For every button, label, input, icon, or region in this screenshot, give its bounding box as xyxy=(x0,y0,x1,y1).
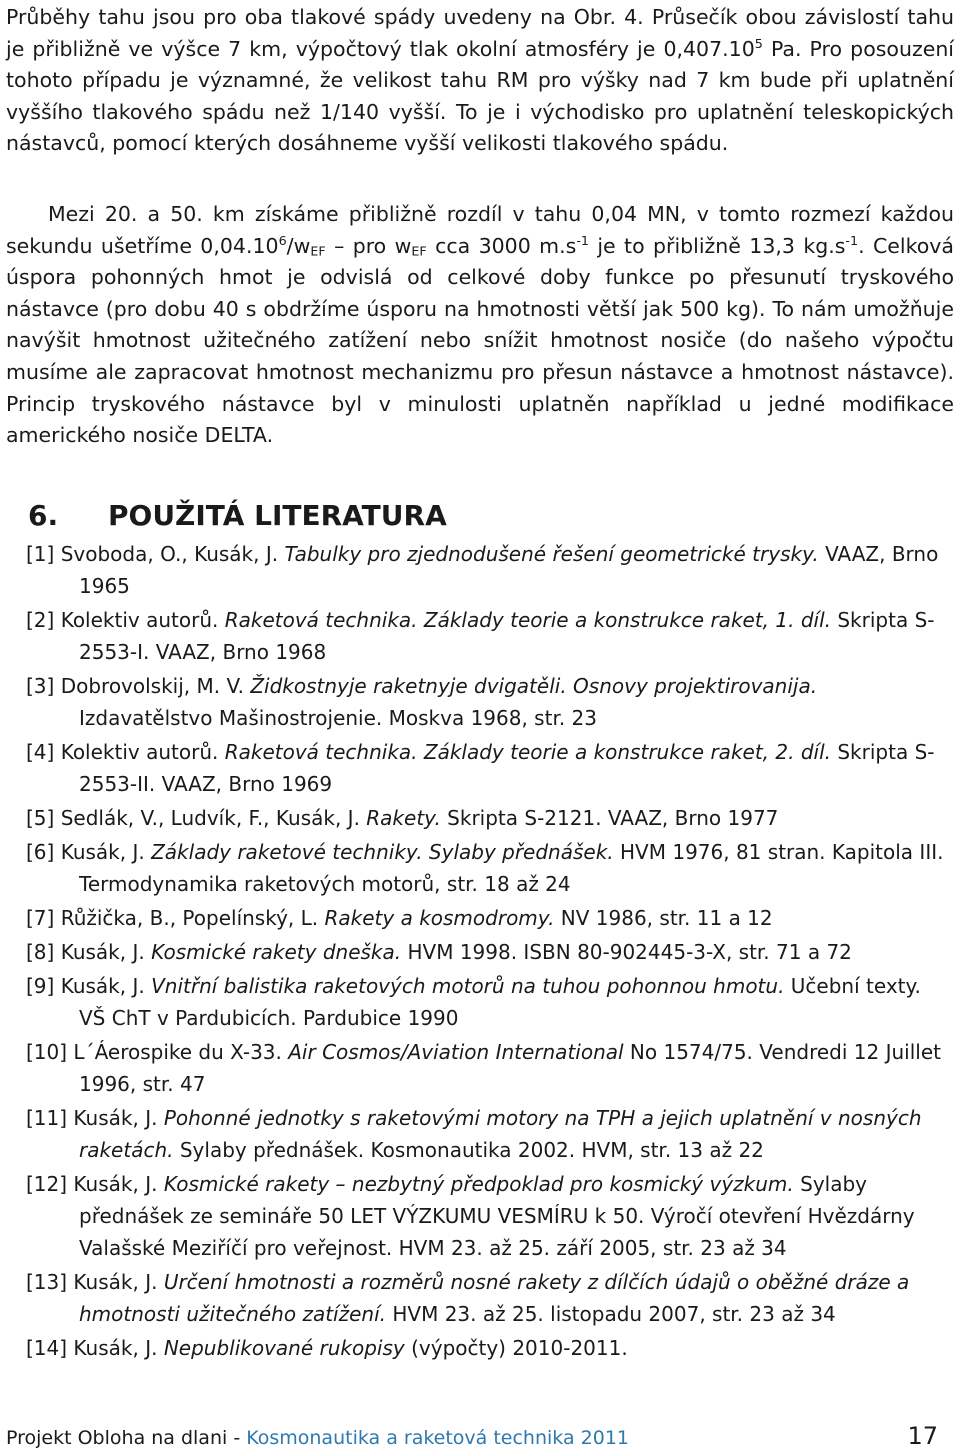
paragraph-text: . Celková úspora pohonných hmot je odvislá od celkové doby funkce po přesunutí tryskového nástavce (pro dobu 40 s obdržíme úsporu na hmotnosti větší jak 500 kg). To nám umožňuje navýšit hmotnost užitečného zatížení nebo snížit hmotnost nosiče (do našeho výpočtu musíme ale zapracovat hmotnost mechanizmu pro přesun nástavce a hmotnost nástavce). Princip tryskového nástavce byl v minulosti uplatněn například u jedné modifikace amerického nosiče DELTA. xyxy=(6,233,954,448)
reference-details: Skripta S-2121. VAAZ, Brno 1977 xyxy=(440,806,779,830)
reference-item xyxy=(26,604,944,668)
reference-authors: Sedlák, V., Ludvík, F., Kusák, J. xyxy=(60,806,367,830)
reference-details: Skripta S-2553-II. VAAZ, Brno 1969 xyxy=(79,740,935,796)
reference-title: Židkostnyje raketnyje dvigatěli. Osnovy projektirovanija. xyxy=(250,674,818,698)
footer-project: Projekt Obloha na dlani - xyxy=(6,1427,247,1449)
reference-item xyxy=(26,670,944,734)
reference-details: HVM 23. až 25. listopadu 2007, str. 23 až 34 xyxy=(386,1302,836,1326)
reference-item xyxy=(26,970,944,1034)
reference-authors: Kusák, J. xyxy=(60,974,152,998)
reference-item xyxy=(26,1036,944,1100)
subscript: EF xyxy=(411,243,427,259)
reference-number: [12] xyxy=(26,1172,68,1196)
reference-number: [3] xyxy=(26,674,55,698)
reference-title: Určení hmotnosti a rozměrů nosné rakety z dílčích údajů o oběžné dráze a hmotnosti užitečného zatížení. xyxy=(79,1270,910,1326)
reference-item xyxy=(26,1332,944,1364)
reference-number: [9] xyxy=(26,974,55,998)
reference-title: Raketová technika. Základy teorie a konstrukce raket, 2. díl. xyxy=(224,740,831,764)
reference-authors: Kusák, J. xyxy=(73,1270,164,1294)
page-footer xyxy=(6,1420,938,1456)
reference-details: VAAZ, Brno 1965 xyxy=(79,542,939,598)
reference-item xyxy=(26,1102,944,1166)
reference-item xyxy=(26,902,944,934)
reference-number: [4] xyxy=(26,740,55,764)
reference-details: HVM 1998. ISBN 80-902445-3-X, str. 71 a 72 xyxy=(401,940,852,964)
page-number: 17 xyxy=(907,1422,938,1450)
reference-title: Vnitřní balistika raketových motorů na tuhou pohonnou hmotu. xyxy=(151,974,785,998)
reference-authors: L´Áerospike du X-33. xyxy=(73,1040,289,1064)
superscript: -1 xyxy=(845,232,859,248)
reference-title: Rakety. xyxy=(366,806,441,830)
paragraph-text: – pro w xyxy=(325,233,412,258)
reference-title: Pohonné jednotky s raketovými motory na TPH a jejich uplatnění v nosných raketách. xyxy=(79,1106,922,1162)
reference-item xyxy=(26,538,944,602)
section-number: 6. xyxy=(28,499,59,532)
reference-number: [7] xyxy=(26,906,55,930)
reference-number: [8] xyxy=(26,940,55,964)
reference-item xyxy=(26,736,944,800)
paragraph-text: Mezi 20. a 50. km získáme přibližně rozdíl v tahu 0,04 MN, v tomto rozmezí každou sekundu ušetříme 0,04.10 xyxy=(6,202,954,258)
reference-authors: Kusák, J. xyxy=(60,840,152,864)
footer-series: Kosmonautika a raketová technika 2011 xyxy=(246,1427,630,1449)
reference-authors: Kolektiv autorů. xyxy=(60,740,225,764)
reference-authors: Kusák, J. xyxy=(73,1106,164,1130)
superscript: 5 xyxy=(754,35,763,51)
reference-title: Základy raketové techniky. Sylaby přednášek. xyxy=(151,840,614,864)
paragraph-text: Průběhy tahu jsou pro oba tlakové spády uvedeny na Obr. 4. Průsečík obou závislostí tahu je přibližně ve výšce 7 km, výpočtový tlak okolní atmosféry je 0,407.10 xyxy=(6,5,954,61)
paragraph-text: /w xyxy=(286,233,311,258)
subscript: EF xyxy=(310,243,326,259)
reference-number: [13] xyxy=(26,1270,68,1294)
reference-number: [14] xyxy=(26,1336,68,1360)
reference-title: Nepublikované rukopisy xyxy=(163,1336,405,1360)
reference-title: Kosmické rakety – nezbytný předpoklad pro kosmický výzkum. xyxy=(163,1172,794,1196)
section-title: POUŽITÁ LITERATURA xyxy=(108,499,447,532)
reference-number: [10] xyxy=(26,1040,68,1064)
section-heading xyxy=(28,496,447,536)
reference-item xyxy=(26,1168,944,1264)
reference-title: Kosmické rakety dneška. xyxy=(151,940,402,964)
reference-details: (výpočty) 2010-2011. xyxy=(404,1336,628,1360)
reference-details: NV 1986, str. 11 a 12 xyxy=(554,906,773,930)
reference-item xyxy=(26,936,944,968)
paragraph-text: je to přibližně 13,3 kg.s xyxy=(588,233,846,258)
reference-number: [1] xyxy=(26,542,55,566)
reference-number: [2] xyxy=(26,608,55,632)
reference-authors: Kolektiv autorů. xyxy=(60,608,225,632)
reference-title: Rakety a kosmodromy. xyxy=(324,906,555,930)
reference-authors: Růžička, B., Popelínský, L. xyxy=(60,906,325,930)
reference-number: [6] xyxy=(26,840,55,864)
reference-authors: Kusák, J. xyxy=(73,1172,164,1196)
reference-authors: Kusák, J. xyxy=(73,1336,164,1360)
reference-title: Air Cosmos/Aviation International xyxy=(288,1040,624,1064)
reference-authors: Kusák, J. xyxy=(60,940,152,964)
reference-title: Tabulky pro zjednodušené řešení geometrické trysky. xyxy=(284,542,819,566)
reference-details: Učební texty. VŠ ChT v Pardubicích. Pardubice 1990 xyxy=(79,974,921,1030)
reference-details: Izdavatělstvo Mašinostrojenie. Moskva 1968, str. 23 xyxy=(79,706,597,730)
reference-list xyxy=(26,538,944,1366)
paragraph-text: cca 3000 m.s xyxy=(426,233,577,258)
reference-authors: Svoboda, O., Kusák, J. xyxy=(60,542,285,566)
reference-details: Skripta S-2553-I. VAAZ, Brno 1968 xyxy=(79,608,935,664)
body-paragraph-2 xyxy=(6,199,954,452)
reference-details: HVM 1976, 81 stran. Kapitola III. Termodynamika raketových motorů, str. 18 až 24 xyxy=(79,840,944,896)
reference-item xyxy=(26,836,944,900)
reference-number: [11] xyxy=(26,1106,68,1130)
reference-number: [5] xyxy=(26,806,55,830)
reference-authors: Dobrovolskij, M. V. xyxy=(60,674,251,698)
reference-title: Raketová technika. Základy teorie a konstrukce raket, 1. díl. xyxy=(224,608,831,632)
reference-details: Sylaby přednášek. Kosmonautika 2002. HVM, str. 13 až 22 xyxy=(173,1138,764,1162)
superscript: 6 xyxy=(278,232,287,248)
superscript: -1 xyxy=(576,232,589,248)
reference-details: No 1574/75. Vendredi 12 Juillet 1996, str. 47 xyxy=(79,1040,941,1096)
reference-item xyxy=(26,802,944,834)
paragraph-text: Pa. Pro posouzení tohoto případu je významné, že velikost tahu RM pro výšky nad 7 km bude při uplatnění vyššího tlakového spádu než 1/140 vyšší. To je i východisko pro uplatnění teleskopických nástavců, pomocí kterých dosáhneme vyšší velikosti tlakového spádu. xyxy=(6,36,955,156)
reference-details: Sylaby přednášek ze semináře 50 LET VÝZKUMU VESMÍRU k 50. Výročí otevření Hvězdárny Valašské Meziříčí pro veřejnost. HVM 23. až 25. září 2005, str. 23 až 34 xyxy=(79,1172,915,1260)
body-paragraph-1 xyxy=(6,2,954,160)
reference-item xyxy=(26,1266,944,1330)
